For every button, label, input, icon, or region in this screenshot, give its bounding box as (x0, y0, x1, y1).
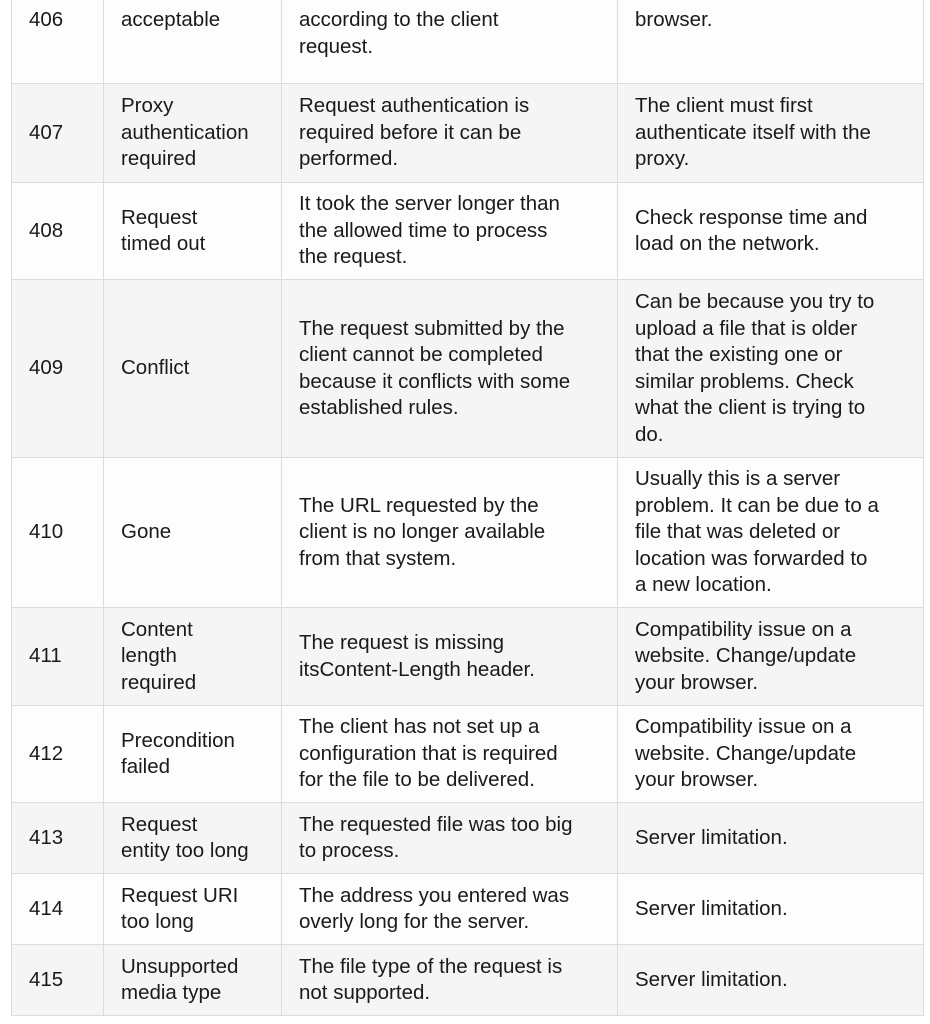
table-row (12, 608, 924, 706)
cell-text-line: similar problems. Check (635, 369, 854, 393)
solution-cell (618, 84, 924, 183)
cell-text-line: timed out (121, 232, 206, 255)
cell-text-line: that the existing one or (635, 343, 843, 366)
description-cell (282, 458, 618, 608)
status-name-cell (104, 280, 282, 458)
solution-cell (618, 280, 924, 458)
cell-text-line: Content (121, 617, 193, 641)
description-cell (282, 803, 618, 874)
cell-text-line: Gone (121, 520, 172, 544)
cell-text-line: not supported. (299, 981, 431, 1004)
solution-cell (618, 803, 924, 874)
cell-text-line: required (121, 670, 197, 694)
cell-text-line: required before it can be (299, 120, 522, 144)
cell-text-line: Usually this is a server (635, 467, 841, 491)
status-code-cell: 407 (12, 84, 104, 183)
cell-text-line: Request URI (121, 883, 239, 907)
cell-text-line: media type (121, 981, 222, 1004)
table-row (12, 280, 924, 458)
description-cell (282, 183, 618, 280)
status-code-cell: 410 (12, 458, 104, 608)
cell-text-line: the request. (299, 245, 408, 269)
solution-cell (618, 706, 924, 803)
cell-text-line: Can be because you try to (635, 290, 875, 313)
cell-text-line: entity too long (121, 839, 249, 862)
cell-text-line: The file type of the request is (299, 954, 563, 978)
cell-text-line: do. (635, 422, 664, 446)
cell-text-line: authenticate itself with the (635, 120, 871, 144)
cell-text-line: your browser. (635, 670, 759, 694)
cell-text-line: Proxy (121, 94, 174, 118)
cell-text-line: Conflict (121, 356, 190, 380)
cell-text-line: browser. (635, 8, 713, 31)
table-row (12, 183, 924, 280)
description-cell (282, 874, 618, 945)
status-code-cell: 408 (12, 183, 104, 280)
solution-cell (618, 183, 924, 280)
status-name-cell (104, 803, 282, 874)
cell-text-line: problem. It can be due to a (635, 493, 879, 517)
status-name-cell (104, 0, 282, 84)
table-row (12, 0, 924, 84)
table-row (12, 803, 924, 874)
cell-text-line: a new location. (635, 573, 772, 597)
cell-text-line: for the file to be delivered. (299, 768, 535, 792)
cell-text-line: Unsupported (121, 954, 239, 978)
cell-text-line: client cannot be completed (299, 343, 543, 366)
cell-text-line: The address you entered was (299, 883, 570, 907)
cell-text-line: upload a file that is older (635, 316, 858, 340)
cell-text-line: Server limitation. (635, 967, 788, 991)
cell-text-line: The request submitted by the (299, 316, 565, 340)
cell-text-line: Request authentication is (299, 94, 530, 118)
cell-text-line: configuration that is required (299, 741, 558, 765)
http-status-table (11, 0, 924, 1016)
cell-text-line: performed. (299, 147, 399, 171)
cell-text-line: Server limitation. (635, 896, 788, 920)
cell-text-line: Request (121, 205, 198, 229)
cell-text-line: according to the client (299, 8, 499, 31)
cell-text-line: website. Change/update (635, 741, 857, 765)
cell-text-line: website. Change/update (635, 644, 857, 668)
cell-text-line: Request (121, 812, 198, 836)
cell-text-line: what the client is trying to (635, 396, 866, 419)
cell-text-line: proxy. (635, 147, 690, 171)
solution-cell (618, 0, 924, 84)
status-name-cell (104, 458, 282, 608)
solution-cell (618, 608, 924, 706)
cell-text-line: to process. (299, 839, 400, 862)
cell-text-line: required (121, 147, 197, 171)
cell-text-line: The request is missing (299, 631, 505, 654)
cell-text-line: It took the server longer than (299, 192, 560, 216)
cell-text-line: established rules. (299, 396, 459, 419)
status-table-body (12, 0, 924, 1016)
status-name-cell (104, 874, 282, 945)
cell-text-line: acceptable (121, 8, 221, 31)
cell-text-line: length (121, 644, 177, 668)
status-name-cell (104, 84, 282, 183)
cell-text-line: client is no longer available (299, 520, 546, 544)
cell-text-line: the allowed time to process (299, 218, 548, 242)
solution-cell (618, 458, 924, 608)
status-code-cell: 406 (12, 0, 104, 84)
status-code-cell: 414 (12, 874, 104, 945)
cell-text-line: your browser. (635, 768, 759, 792)
status-code-cell: 409 (12, 280, 104, 458)
description-cell (282, 945, 618, 1016)
cell-text-line: authentication (121, 120, 249, 144)
cell-text-line: because it conflicts with some (299, 369, 571, 393)
cell-text-line: Check response time and (635, 205, 868, 229)
status-code-cell: 411 (12, 608, 104, 706)
cell-text-line: location was forwarded to (635, 546, 868, 570)
status-name-cell (104, 183, 282, 280)
table-row (12, 874, 924, 945)
table-row (12, 84, 924, 183)
cell-text-line: Precondition (121, 728, 235, 752)
status-code-cell: 413 (12, 803, 104, 874)
description-cell (282, 0, 618, 84)
table-row (12, 945, 924, 1016)
solution-cell (618, 945, 924, 1016)
status-name-cell (104, 706, 282, 803)
cell-text-line: request. (299, 34, 374, 58)
status-name-cell (104, 945, 282, 1016)
description-cell (282, 84, 618, 183)
cell-text-line: The URL requested by the (299, 493, 539, 517)
cell-text-line: Server limitation. (635, 825, 788, 849)
description-cell (282, 706, 618, 803)
solution-cell (618, 874, 924, 945)
cell-text-line: The client must first (635, 94, 813, 118)
cell-text-line: The requested file was too big (299, 812, 573, 836)
table-row (12, 458, 924, 608)
cell-text-line: Compatibility issue on a (635, 617, 852, 641)
status-code-cell: 415 (12, 945, 104, 1016)
status-name-cell (104, 608, 282, 706)
cell-text-line: from that system. (299, 546, 457, 570)
cell-text-line: itsContent-Length header. (299, 657, 535, 681)
cell-text-line: load on the network. (635, 232, 820, 255)
cell-text-line: The client has not set up a (299, 715, 540, 739)
cell-text-line: overly long for the server. (299, 910, 530, 933)
table-row (12, 706, 924, 803)
cell-text-line: file that was deleted or (635, 520, 841, 544)
cell-text-line: Compatibility issue on a (635, 715, 852, 739)
description-cell (282, 608, 618, 706)
cell-text-line: failed (121, 755, 171, 778)
status-code-cell: 412 (12, 706, 104, 803)
cell-text-line: too long (121, 910, 194, 933)
description-cell (282, 280, 618, 458)
